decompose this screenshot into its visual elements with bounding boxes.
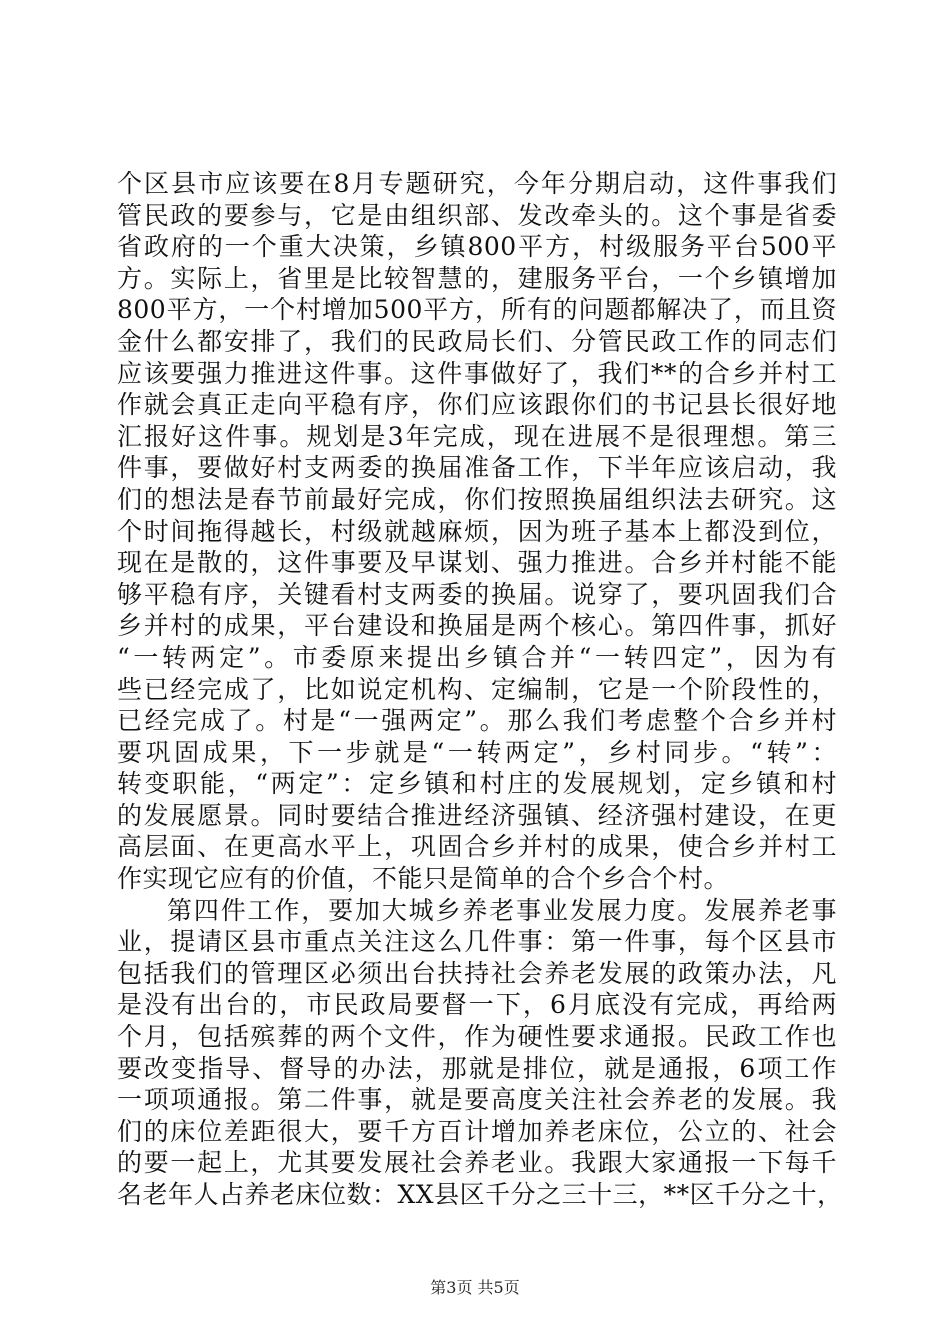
- text-line: 要改变指导、督导的办法，那就是排位，就是通报，6项工作: [117, 1053, 837, 1083]
- text-line: 800平方，一个村增加500平方，所有的问题都解决了，而且资: [117, 295, 837, 325]
- text-line: 转变职能，“两定”：定乡镇和村庄的发展规划，定乡镇和村: [117, 769, 837, 799]
- text-line: 已经完成了。村是“一强两定”。那么我们考虑整个合乡并村: [117, 706, 837, 736]
- text-line: 的要一起上，尤其要发展社会养老业。我跟大家通报一下每千: [117, 1148, 837, 1178]
- text-line: 省政府的一个重大决策，乡镇800平方，村级服务平台500平: [117, 232, 837, 262]
- text-line: 金什么都安排了，我们的民政局长们、分管民政工作的同志们: [117, 326, 837, 356]
- text-line: 管民政的要参与，它是由组织部、发改牵头的。这个事是省委: [117, 200, 837, 230]
- text-line: 些已经完成了，比如说定机构、定编制，它是一个阶段性的，: [117, 674, 837, 704]
- text-line: 现在是散的，这件事要及早谋划、强力推进。合乡并村能不能: [117, 548, 837, 578]
- text-line: 是没有出台的，市民政局要督一下，6月底没有完成，再给两: [117, 990, 837, 1020]
- paragraph-2: [117, 895, 843, 1211]
- text-line: “一转两定”。市委原来提出乡镇合并“一转四定”，因为有: [117, 642, 837, 672]
- page-footer: 第3页 共5页: [430, 1278, 520, 1297]
- text-line: 们的床位差距很大，要千方百计增加养老床位，公立的、社会: [117, 1116, 837, 1146]
- text-line: 高层面、在更高水平上，巩固合乡并村的成果，使合乡并村工: [117, 832, 837, 862]
- text-line: 方。实际上，省里是比较智慧的，建服务平台，一个乡镇增加: [117, 263, 837, 293]
- paragraph-1: [117, 168, 837, 895]
- text-line: 件事，要做好村支两委的换届准备工作，下半年应该启动，我: [117, 453, 837, 483]
- text-line: 作实现它应有的价值，不能只是简单的合个乡合个村。: [117, 864, 730, 894]
- text-line: 第四件工作，要加大城乡养老事业发展力度。发展养老事: [167, 895, 837, 925]
- text-line: 作就会真正走向平稳有序，你们应该跟你们的书记县长很好地: [117, 390, 837, 420]
- text-line: 包括我们的管理区必须出台扶持社会养老发展的政策办法，凡: [117, 958, 837, 988]
- text-line: 的发展愿景。同时要结合推进经济强镇、经济强村建设，在更: [117, 800, 837, 830]
- text-line: 应该要强力推进这件事。这件事做好了，我们**的合乡并村工: [117, 358, 837, 388]
- text-line: 们的想法是春节前最好完成，你们按照换届组织法去研究。这: [117, 484, 837, 514]
- text-line: 个区县市应该要在8月专题研究，今年分期启动，这件事我们: [117, 169, 837, 198]
- text-line: 名老年人占养老床位数：XX县区千分之三十三，**区千分之十，: [117, 1180, 843, 1209]
- body-text: [117, 168, 843, 1211]
- text-line: 够平稳有序，关键看村支两委的换届。说穿了，要巩固我们合: [117, 579, 837, 609]
- text-line: 业，提请区县市重点关注这么几件事：第一件事，每个区县市: [117, 927, 837, 957]
- text-line: 乡并村的成果，平台建设和换届是两个核心。第四件事，抓好: [117, 611, 837, 641]
- text-line: 个月，包括殡葬的两个文件，作为硬性要求通报。民政工作也: [117, 1022, 837, 1052]
- text-line: 要巩固成果，下一步就是“一转两定”，乡村同步。“转”：: [117, 737, 837, 767]
- text-line: 个时间拖得越长，村级就越麻烦，因为班子基本上都没到位，: [117, 516, 837, 546]
- text-line: 一项项通报。第二件事，就是要高度关注社会养老的发展。我: [117, 1085, 837, 1115]
- text-line: 汇报好这件事。规划是3年完成，现在进展不是很理想。第三: [117, 421, 837, 451]
